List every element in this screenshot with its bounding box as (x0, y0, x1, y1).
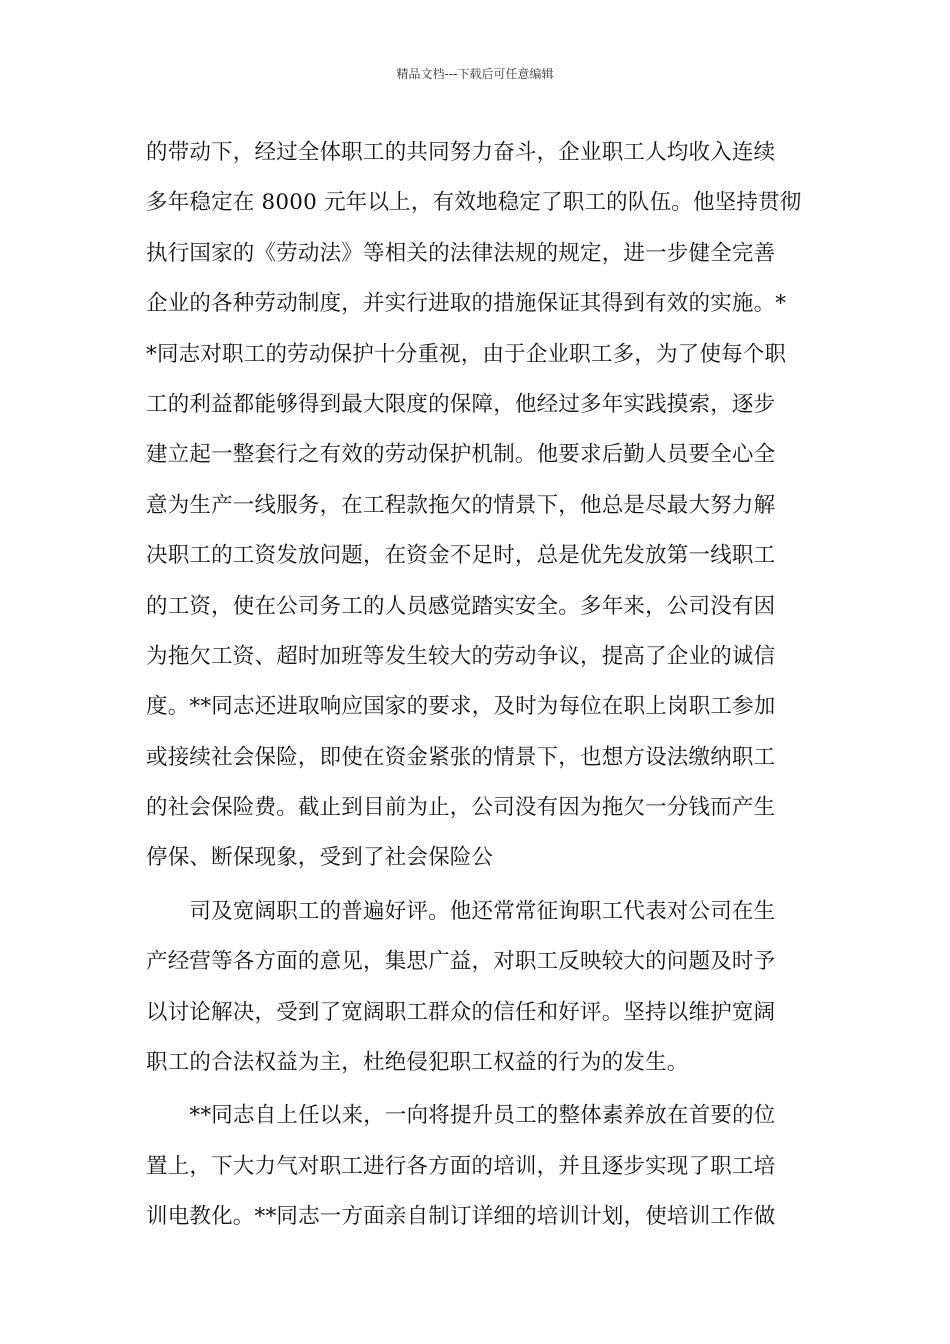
text-line: 意为生产一线服务，在工程款拖欠的情景下，他总是尽最大努力解 (146, 492, 776, 518)
text-line: 职工的合法权益为主，杜绝侵犯职工权益的行为的发生。 (146, 1050, 689, 1076)
text-line: 建立起一整套行之有效的劳动保护机制。他要求后勤人员要全心全 (146, 442, 776, 468)
text-line: 或接续社会保险，即使在资金紧张的情景下，也想方设法缴纳职工 (146, 744, 776, 770)
text-line: 为拖欠工资、超时加班等发生较大的劳动争议，提高了企业的诚信 (146, 643, 776, 669)
text-line: 度。**同志还进取响应国家的要求，及时为每位在职上岗职工参加 (146, 694, 776, 720)
text-line: 停保、断保现象，受到了社会保险公 (146, 845, 494, 871)
text-line: 工的利益都能够得到最大限度的保障，他经过多年实践摸索，逐步 (146, 391, 776, 417)
text-line: 产经营等各方面的意见，集思广益，对职工反映较大的问题及时予 (146, 949, 776, 975)
text-line: 执行国家的《劳动法》等相关的法律法规的规定，进一步健全完善 (146, 240, 776, 266)
text-line: 企业的各种劳动制度，并实行进取的措施保证其得到有效的实施。* (146, 291, 787, 317)
text-line: 的工资，使在公司务工的人员感觉踏实安全。多年来，公司没有因 (146, 593, 776, 619)
text-line: 决职工的工资发放问题，在资金不足时，总是优先发放第一线职工 (146, 543, 776, 569)
document-body (146, 132, 806, 1247)
page-header: 精品文档---下载后可任意编辑 (396, 67, 554, 81)
text-line: 置上，下大力气对职工进行各方面的培训，并且逐步实现了职工培 (146, 1153, 776, 1179)
text-line: 以讨论解决，受到了宽阔职工群众的信任和好评。坚持以维护宽阔 (146, 999, 776, 1025)
text-line: 的社会保险费。截止到目前为止，公司没有因为拖欠一分钱而产生 (146, 795, 776, 821)
text-line: 司及宽阔职工的普遍好评。他还常常征询职工代表对公司在生 (146, 898, 776, 924)
text-line: **同志自上任以来，一向将提升员工的整体素养放在首要的位 (146, 1103, 776, 1129)
text-line: 的带动下，经过全体职工的共同努力奋斗，企业职工人均收入连续 (146, 140, 776, 165)
text-line: 训电教化。**同志一方面亲自制订详细的培训计划，使培训工作做 (146, 1204, 776, 1230)
text-line: 多年稳定在 8000 元年以上，有效地稳定了职工的队伍。他坚持贯彻 (146, 190, 802, 216)
text-line: *同志对职工的劳动保护十分重视，由于企业职工多，为了使每个职 (146, 341, 787, 367)
